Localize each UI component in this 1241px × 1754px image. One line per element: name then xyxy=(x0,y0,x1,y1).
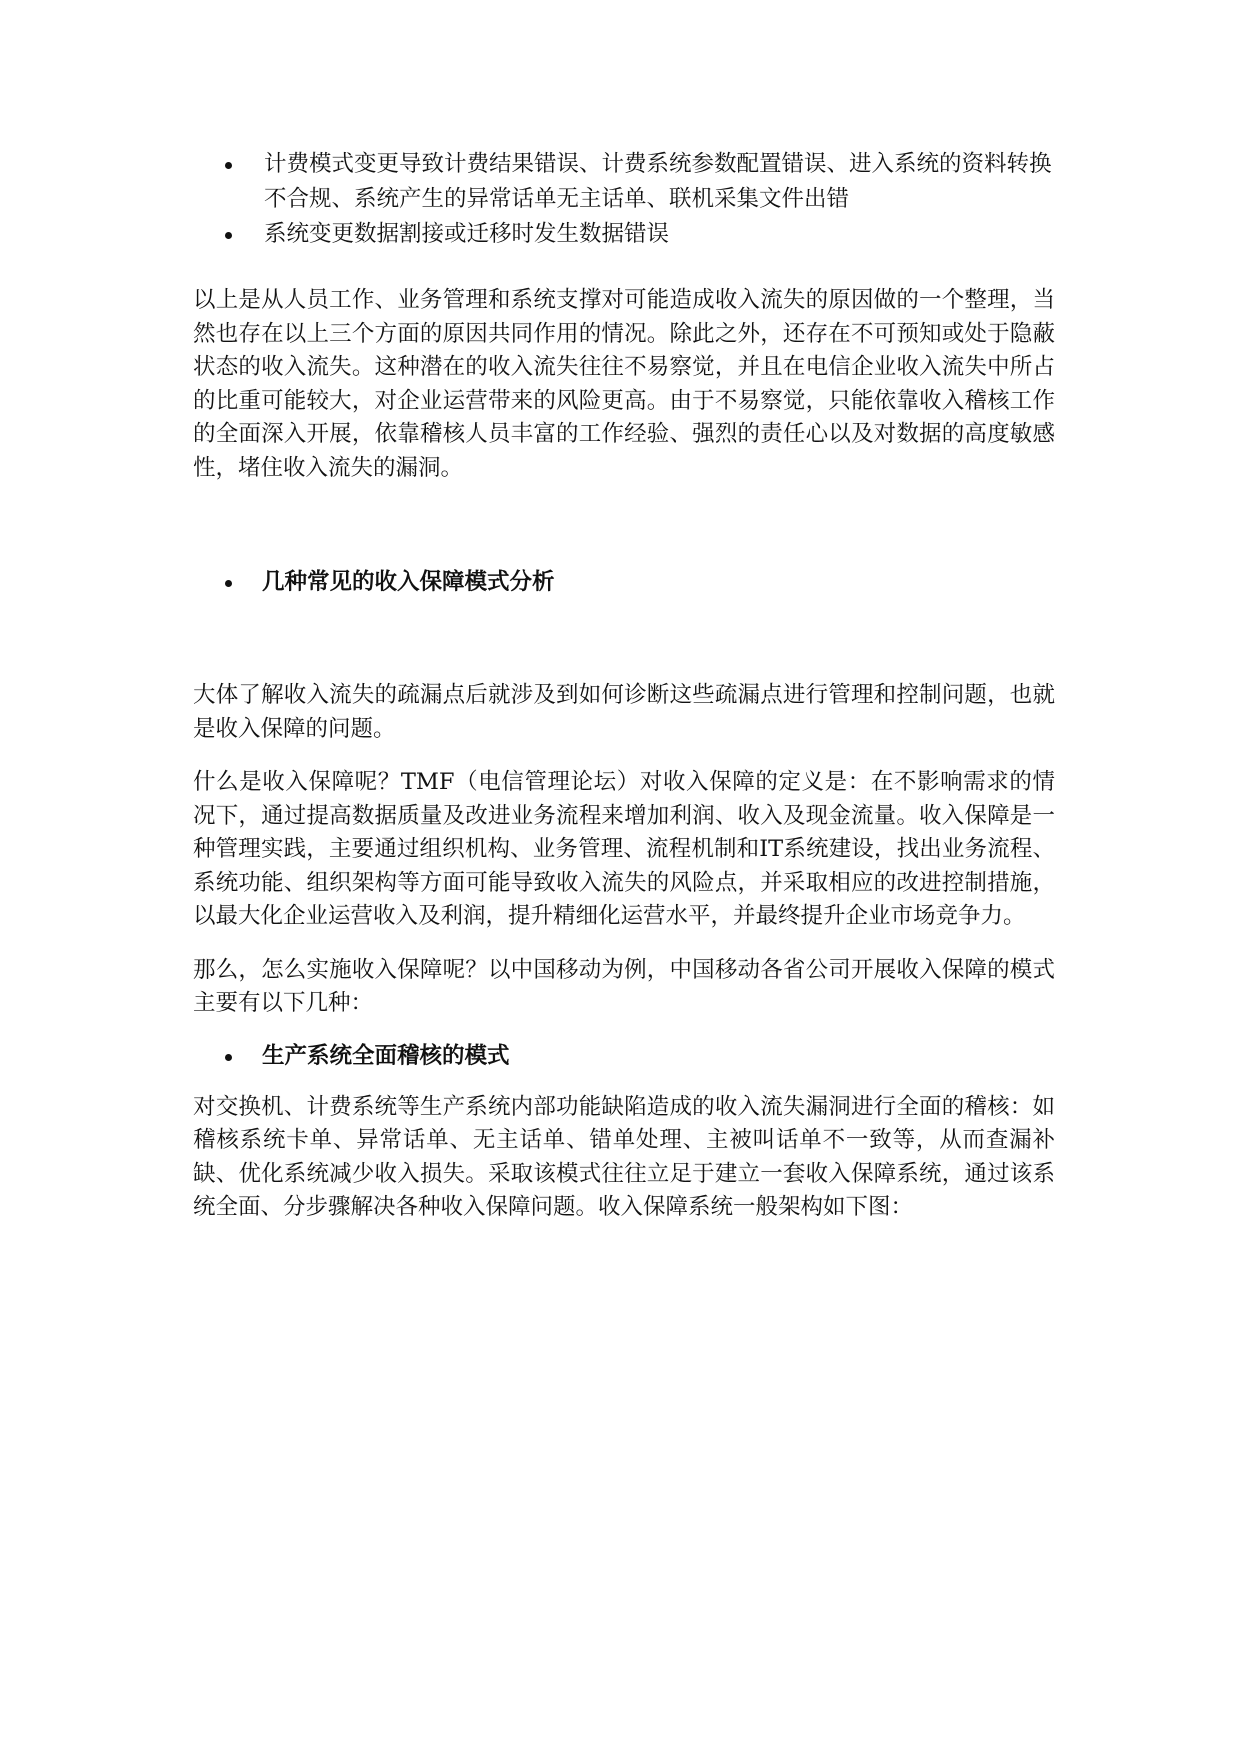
bullet-item-billing-errors xyxy=(193,147,1055,217)
bullet-dot-icon xyxy=(225,162,232,169)
section-heading-models xyxy=(193,565,1055,599)
heading-text: 生产系统全面稽核的模式 xyxy=(262,1042,510,1069)
section-heading-audit xyxy=(193,1039,1055,1073)
heading-text: 几种常见的收入保障模式分析 xyxy=(262,569,555,595)
paragraph-summary: 以上是从人员工作、业务管理和系统支撑对可能造成收入流失的原因做的一个整理，当然也存在以上三个方面的原因共同作用的情况。除此之外，还存在不可预知或处于隐蔽状态的收入流失。这种潜在的收入流失往往不易察觉，并且在电信企业收入流失中所占的比重可能较大，对企业运营带来的风险更高。由于不易察觉，只能依靠收入稽核工作的全面深入开展，依靠稽核人员丰富的工作经验、强烈的责任心以及对数据的高度敏感性，堵住收入流失的漏洞。 xyxy=(193,287,1055,481)
bullet-dot-icon xyxy=(225,580,232,587)
bullet-text: 系统变更数据割接或迁移时发生数据错误 xyxy=(264,221,670,247)
bullet-text: 计费模式变更导致计费结果错误、计费系统参数配置错误、进入系统的资料转换不合规、系统产生的异常话单无主话单、联机采集文件出错 xyxy=(264,151,1052,212)
paragraph-intro: 大体了解收入流失的疏漏点后就涉及到如何诊断这些疏漏点进行管理和控制问题，也就是收入保障的问题。 xyxy=(193,682,1055,742)
document-body xyxy=(193,147,1055,1225)
paragraph-definition: 什么是收入保障呢？TMF（电信管理论坛）对收入保障的定义是：在不影响需求的情况下，通过提高数据质量及改进业务流程来增加利润、收入及现金流量。收入保障是一种管理实践，主要通过组织机构、业务管理、流程机制和IT系统建设，找出业务流程、系统功能、组织架构等方面可能导致收入流失的风险点，并采取相应的改进控制措施，以最大化企业运营收入及利润，提升精细化运营水平，并最终提升企业市场竞争力。 xyxy=(193,769,1055,929)
bullet-dot-icon xyxy=(225,232,232,239)
cause-bullet-list xyxy=(193,147,1055,252)
paragraph-audit: 对交换机、计费系统等生产系统内部功能缺陷造成的收入流失漏洞进行全面的稽核：如稽核系统卡单、异常话单、无主话单、错单处理、主被叫话单不一致等，从而查漏补缺、优化系统减少收入损失。采取该模式往往立足于建立一套收入保障系统，通过该系统全面、分步骤解决各种收入保障问题。收入保障系统一般架构如下图： xyxy=(193,1093,1055,1220)
paragraph-how: 那么，怎么实施收入保障呢？以中国移动为例，中国移动各省公司开展收入保障的模式主要有以下几种： xyxy=(193,956,1055,1016)
bullet-dot-icon xyxy=(225,1054,232,1061)
bullet-item-migration-errors xyxy=(193,217,1055,252)
